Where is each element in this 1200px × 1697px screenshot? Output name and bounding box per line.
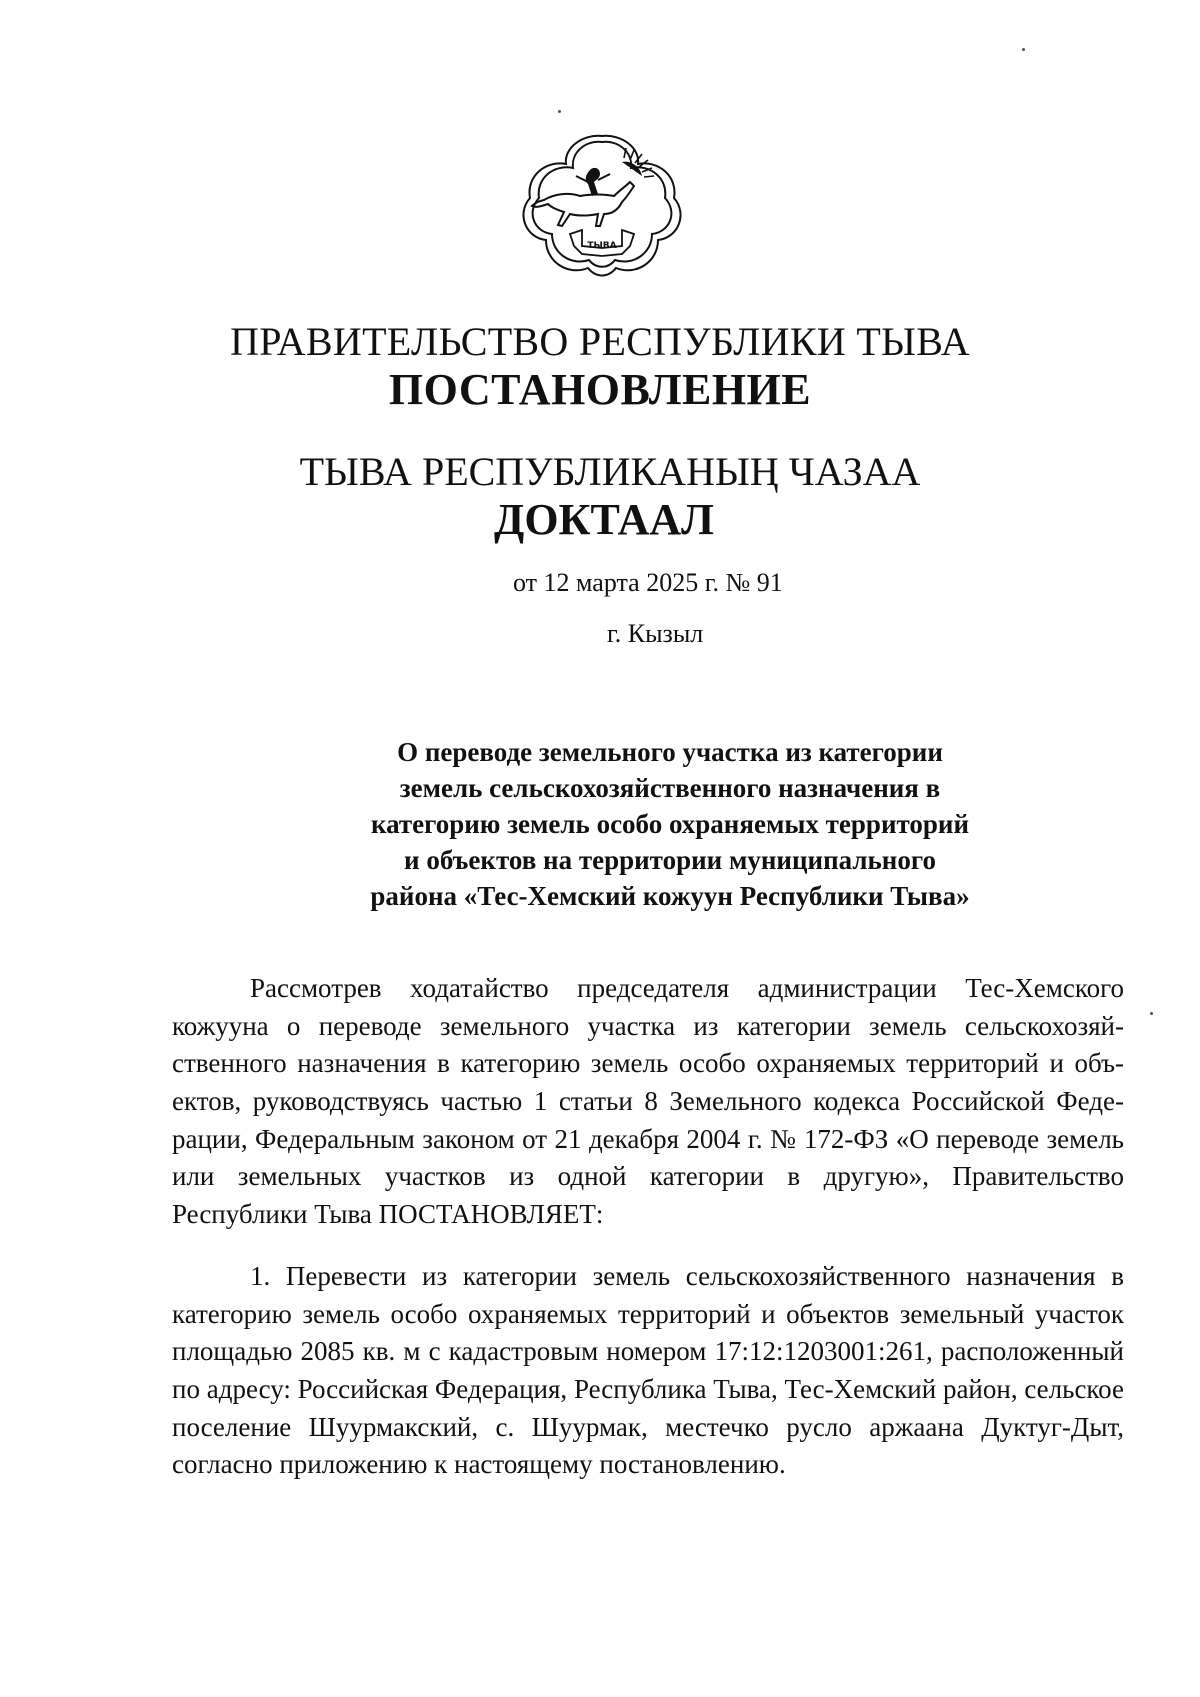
scan-speck (558, 110, 561, 113)
subject-line: земель сельскохозяйственного назначения в (399, 772, 941, 803)
preamble-paragraph: Рассмотрев ходатайство председателя администрации Тес-Хемского кожууна о переводе земельного участка из категории земель сельскохозяйственного назначения в категорию земель особо охраняемых территорий и объектов, руководствуясь частью 1 статьи 8 Земельного кодекса Российской Федерации, Федеральным законом от 21 декабря 2004 г. № 172-ФЗ «О переводе земель или земельных участков из одной категории в другую», Правительство Республики Тыва ПОСТАНОВЛЯЕТ: (172, 973, 1124, 1229)
decree-subject (300, 735, 1040, 915)
subject-line: О переводе земельного участка из категории (397, 737, 943, 767)
svg-text:ТЫВА: ТЫВА (587, 241, 617, 251)
subject-line: категорию земель особо охраняемых территорий (370, 808, 970, 839)
clause-1-paragraph: 1. Перевести из категории земель сельскохозяйственного назначения в категорию земель особо охраняемых территорий и объектов земельный участок площадью 2085 кв. м с кадастровым номером 17:12:1203001:261, расположенный по адресу: Российская Федерация, Республика Тыва, Тес-Хемский район, сельское поселение Шуурмакский, с. Шуурмак, местечко русло аржаана Дуктуг-Дыт, согласно приложению к настоящему постановлению. (172, 1261, 1124, 1480)
decree-date-number: от 12 марта 2025 г. № 91 (513, 568, 783, 597)
decree-city: г. Кызыл (607, 619, 704, 648)
scan-speck (1150, 1012, 1153, 1015)
subject-line: района «Тес-Хемский кожуун Республики Тыва» (370, 880, 970, 911)
decree-title-tyv: ДОКТААЛ (494, 495, 714, 544)
decree-title-ru: ПОСТАНОВЛЕНИЕ (388, 365, 812, 414)
scan-speck (1022, 48, 1025, 51)
subject-line: и объектов на территории муниципального (404, 844, 936, 875)
government-title-tyv: ТЫВА РЕСПУБЛИКАНЫҢ ЧАЗАА (299, 449, 921, 494)
government-title-ru: ПРАВИТЕЛЬСТВО РЕСПУБЛИКИ ТЫВА (230, 319, 970, 364)
tuva-emblem-icon (518, 130, 686, 280)
